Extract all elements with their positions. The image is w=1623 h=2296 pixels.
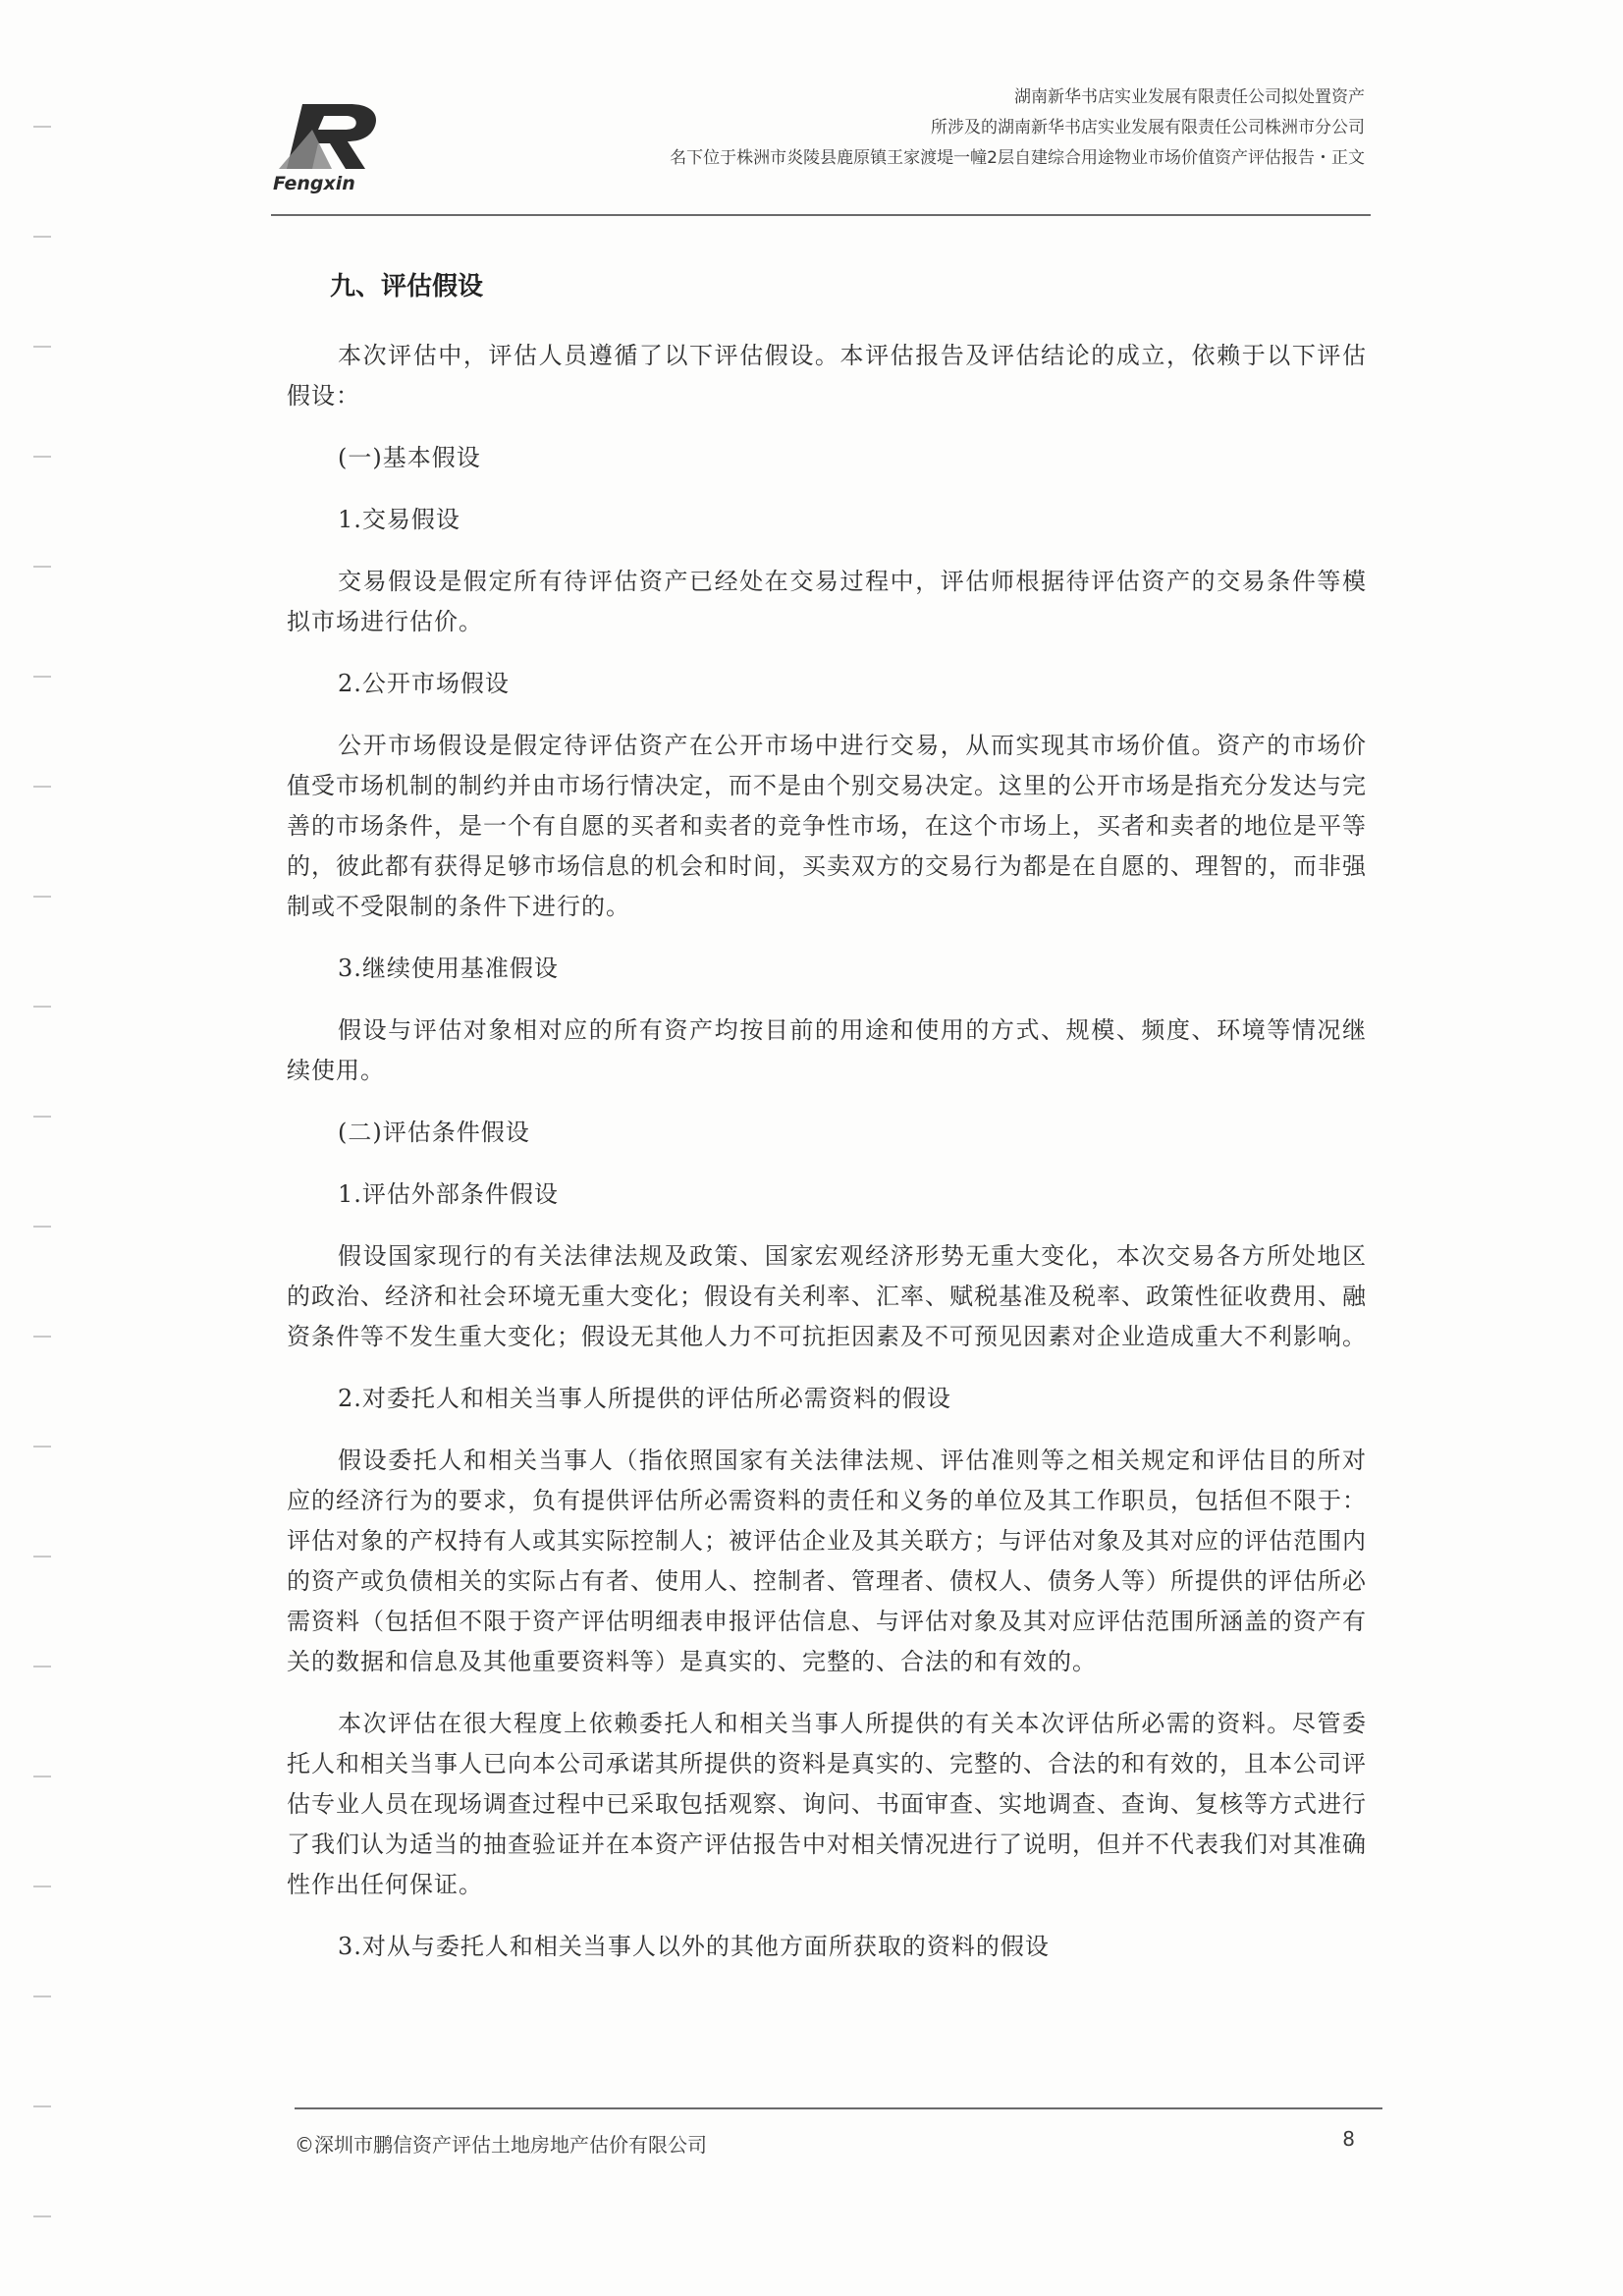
margin-tick <box>33 1446 51 1448</box>
paragraph: 公开市场假设是假定待评估资产在公开市场中进行交易，从而实现其市场价值。资产的市场价值受市场机制的制约并由市场行情决定，而不是由个别交易决定。这里的公开市场是指充分发达与完善的市场条件，是一个有自愿的买者和卖者的竞争性市场，在这个市场上，买者和卖者的地位是平等的，彼此都有获得足够市场信息的机会和时间，买卖双方的交易行为都是在自愿的、理智的，而非强制或不受限制的条件下进行的。 <box>287 732 1367 920</box>
subheading: 1.交易假设 <box>338 506 460 533</box>
margin-tick <box>33 236 51 238</box>
paragraph: 交易假设是假定所有待评估资产已经处在交易过程中，评估师根据待评估资产的交易条件等模拟市场进行估价。 <box>287 568 1367 635</box>
paragraph: 本次评估在很大程度上依赖委托人和相关当事人所提供的有关本次评估所必需的资料。尽管委托人和相关当事人已向本公司承诺其所提供的资料是真实的、完整的、合法的和有效的，且本公司评估专业人员在现场调查过程中已采取包括观察、询问、书面审查、实地调查、查询、复核等方式进行了我们认为适当的抽查验证并在本资产评估报告中对相关情况进行了说明，但并不代表我们对其准确性作出任何保证。 <box>287 1710 1367 1898</box>
company-logo <box>273 100 389 194</box>
subheading: 2.公开市场假设 <box>338 670 510 697</box>
margin-tick <box>33 1556 51 1558</box>
margin-tick <box>33 456 51 458</box>
header-line: 名下位于株洲市炎陵县鹿原镇王家渡堤一幢2层自建综合用途物业市场价值资产评估报告・正文 <box>670 148 1365 168</box>
footer-divider <box>295 2107 1382 2109</box>
margin-tick <box>33 1006 51 1008</box>
margin-tick <box>33 1336 51 1338</box>
margin-tick <box>33 1116 51 1118</box>
margin-tick <box>33 676 51 678</box>
logo-mark-icon <box>273 100 389 173</box>
report-body <box>287 267 1367 1989</box>
header-line: 湖南新华书店实业发展有限责任公司拟处置资产 <box>1014 87 1365 107</box>
page-number: 8 <box>1342 2127 1355 2151</box>
subheading: 3.对从与委托人和相关当事人以外的其他方面所获取的资料的假设 <box>338 1933 1050 1960</box>
header-divider <box>271 214 1371 216</box>
margin-tick <box>33 126 51 128</box>
paragraph: 假设国家现行的有关法律法规及政策、国家宏观经济形势无重大变化，本次交易各方所处地区的政治、经济和社会环境无重大变化；假设有关利率、汇率、赋税基准及税率、政策性征收费用、融资条件等不发生重大变化；假设无其他人力不可抗拒因素及不可预见因素对企业造成重大不利影响。 <box>287 1242 1367 1350</box>
margin-tick <box>33 2215 51 2217</box>
margin-tick <box>33 1226 51 1228</box>
paragraph: 假设与评估对象相对应的所有资产均按目前的用途和使用的方式、规模、频度、环境等情况继续使用。 <box>287 1016 1367 1084</box>
margin-tick <box>33 786 51 788</box>
margin-tick <box>33 566 51 568</box>
margin-tick <box>33 1995 51 1997</box>
paragraph: 假设委托人和相关当事人（指依照国家有关法律法规、评估准则等之相关规定和评估目的所对应的经济行为的要求，负有提供评估所必需资料的责任和义务的单位及其工作职员，包括但不限于：评估对象的产权持有人或其实际控制人；被评估企业及其关联方；与评估对象及其对应的评估范围内的资产或负债相关的实际占有者、使用人、控制者、管理者、债权人、债务人等）所提供的评估所必需资料（包括但不限于资产评估明细表申报评估信息、与评估对象及其对应评估范围所涵盖的资产有关的数据和信息及其他重要资料等）是真实的、完整的、合法的和有效的。 <box>287 1447 1367 1675</box>
margin-tick <box>33 1666 51 1667</box>
logo-text: Fengxin <box>273 173 355 194</box>
subheading: (一)基本假设 <box>338 444 481 471</box>
margin-tick <box>33 346 51 348</box>
margin-tick <box>33 1886 51 1887</box>
footer-company: ©深圳市鹏信资产评估土地房地产估价有限公司 <box>295 2133 707 2157</box>
header-line: 所涉及的湖南新华书店实业发展有限责任公司株洲市分公司 <box>931 118 1365 137</box>
report-header <box>670 82 1365 174</box>
subheading: 2.对委托人和相关当事人所提供的评估所必需资料的假设 <box>338 1385 951 1412</box>
margin-tick <box>33 1776 51 1777</box>
subheading: 1.评估外部条件假设 <box>338 1180 559 1208</box>
paragraph: 本次评估中，评估人员遵循了以下评估假设。本评估报告及评估结论的成立，依赖于以下评估假设： <box>287 342 1367 410</box>
margin-tick <box>33 2105 51 2107</box>
section-heading: 九、评估假设 <box>330 272 484 301</box>
margin-tick <box>33 896 51 898</box>
subheading: (二)评估条件假设 <box>338 1119 530 1146</box>
subheading: 3.继续使用基准假设 <box>338 955 559 982</box>
